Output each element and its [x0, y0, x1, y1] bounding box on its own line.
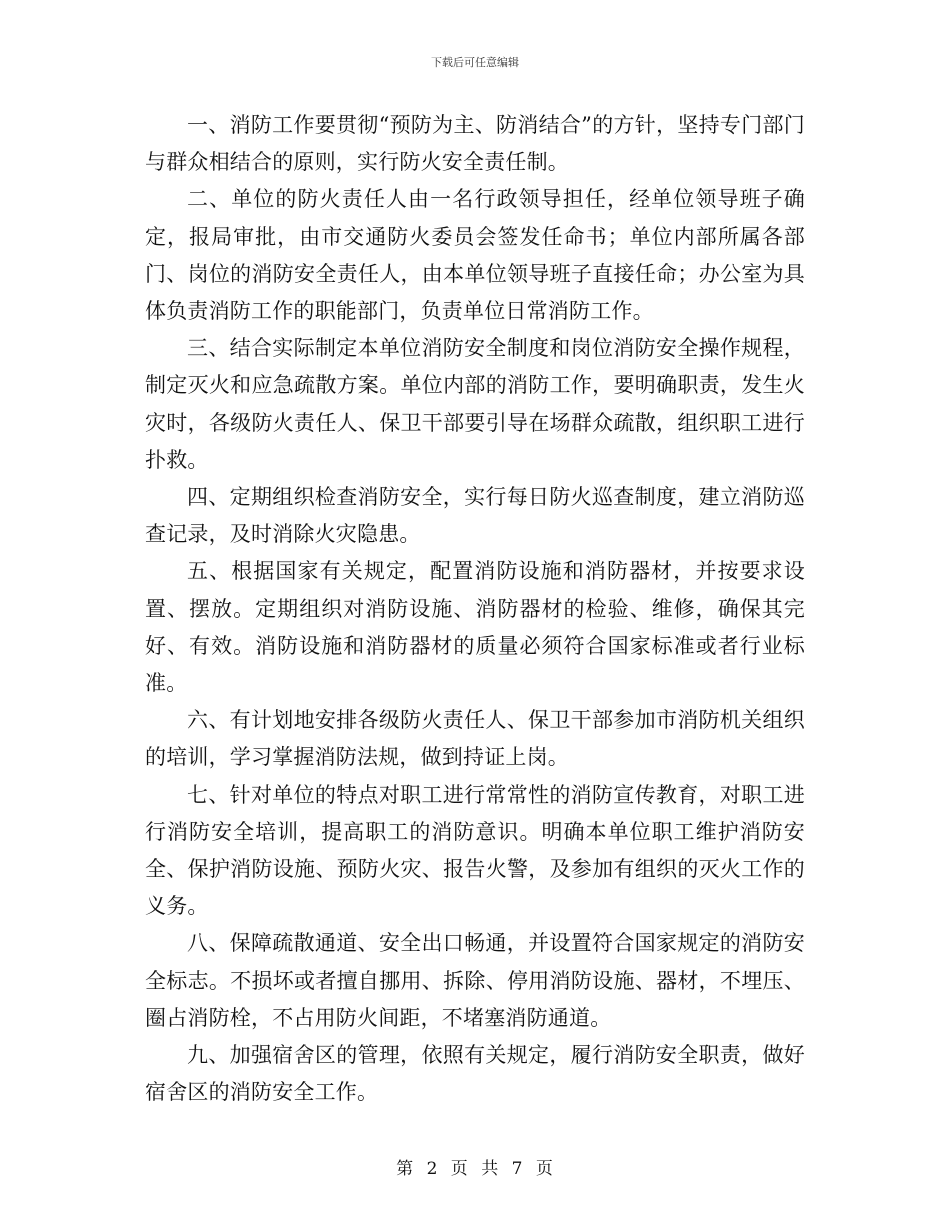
page-number-footer: 第 2 页 共 7 页 — [396, 1159, 554, 1179]
document-body — [145, 107, 805, 1111]
paragraph-7: 七、针对单位的特点对职工进行常常性的消防宣传教育，对职工进行消防安全培训，提高职工的消防意识。明确本单位职工维护消防安全、保护消防设施、预防火灾、报告火警，及参加有组织的灭火工作的义务。 — [145, 782, 805, 919]
paragraph-5: 五、根据国家有关规定，配置消防设施和消防器材，并按要求设置、摆放。定期组织对消防设施、消防器材的检验、维修，确保其完好、有效。消防设施和消防器材的质量必须符合国家标准或者行业标准。 — [145, 559, 805, 696]
paragraph-9: 九、加强宿舍区的管理，依照有关规定，履行消防安全职责，做好宿舍区的消防安全工作。 — [145, 1043, 805, 1105]
paragraph-1: 一、消防工作要贯彻“预防为主、防消结合”的方针，坚持专门部门与群众相结合的原则，实行防火安全责任制。 — [145, 113, 805, 175]
header-note: 下载后可任意编辑 — [431, 56, 519, 69]
paragraph-6: 六、有计划地安排各级防火责任人、保卫干部参加市消防机关组织的培训，学习掌握消防法规，做到持证上岗。 — [145, 708, 805, 770]
paragraph-3: 三、结合实际制定本单位消防安全制度和岗位消防安全操作规程，制定灭火和应急疏散方案。单位内部的消防工作，要明确职责，发生火灾时，各级防火责任人、保卫干部要引导在场群众疏散，组织职工进行扑救。 — [145, 336, 805, 472]
paragraph-4: 四、定期组织检查消防安全，实行每日防火巡查制度，建立消防巡查记录，及时消除火灾隐患。 — [145, 485, 805, 547]
paragraph-8: 八、保障疏散通道、安全出口畅通，并设置符合国家规定的消防安全标志。不损坏或者擅自挪用、拆除、停用消防设施、器材，不埋压、圈占消防栓，不占用防火间距，不堵塞消防通道。 — [145, 931, 805, 1030]
paragraph-2: 二、单位的防火责任人由一名行政领导担任，经单位领导班子确定，报局审批，由市交通防火委员会签发任命书；单位内部所属各部门、岗位的消防安全责任人，由本单位领导班子直接任命；办公室为具体负责消防工作的职能部门，负责单位日常消防工作。 — [145, 187, 805, 324]
